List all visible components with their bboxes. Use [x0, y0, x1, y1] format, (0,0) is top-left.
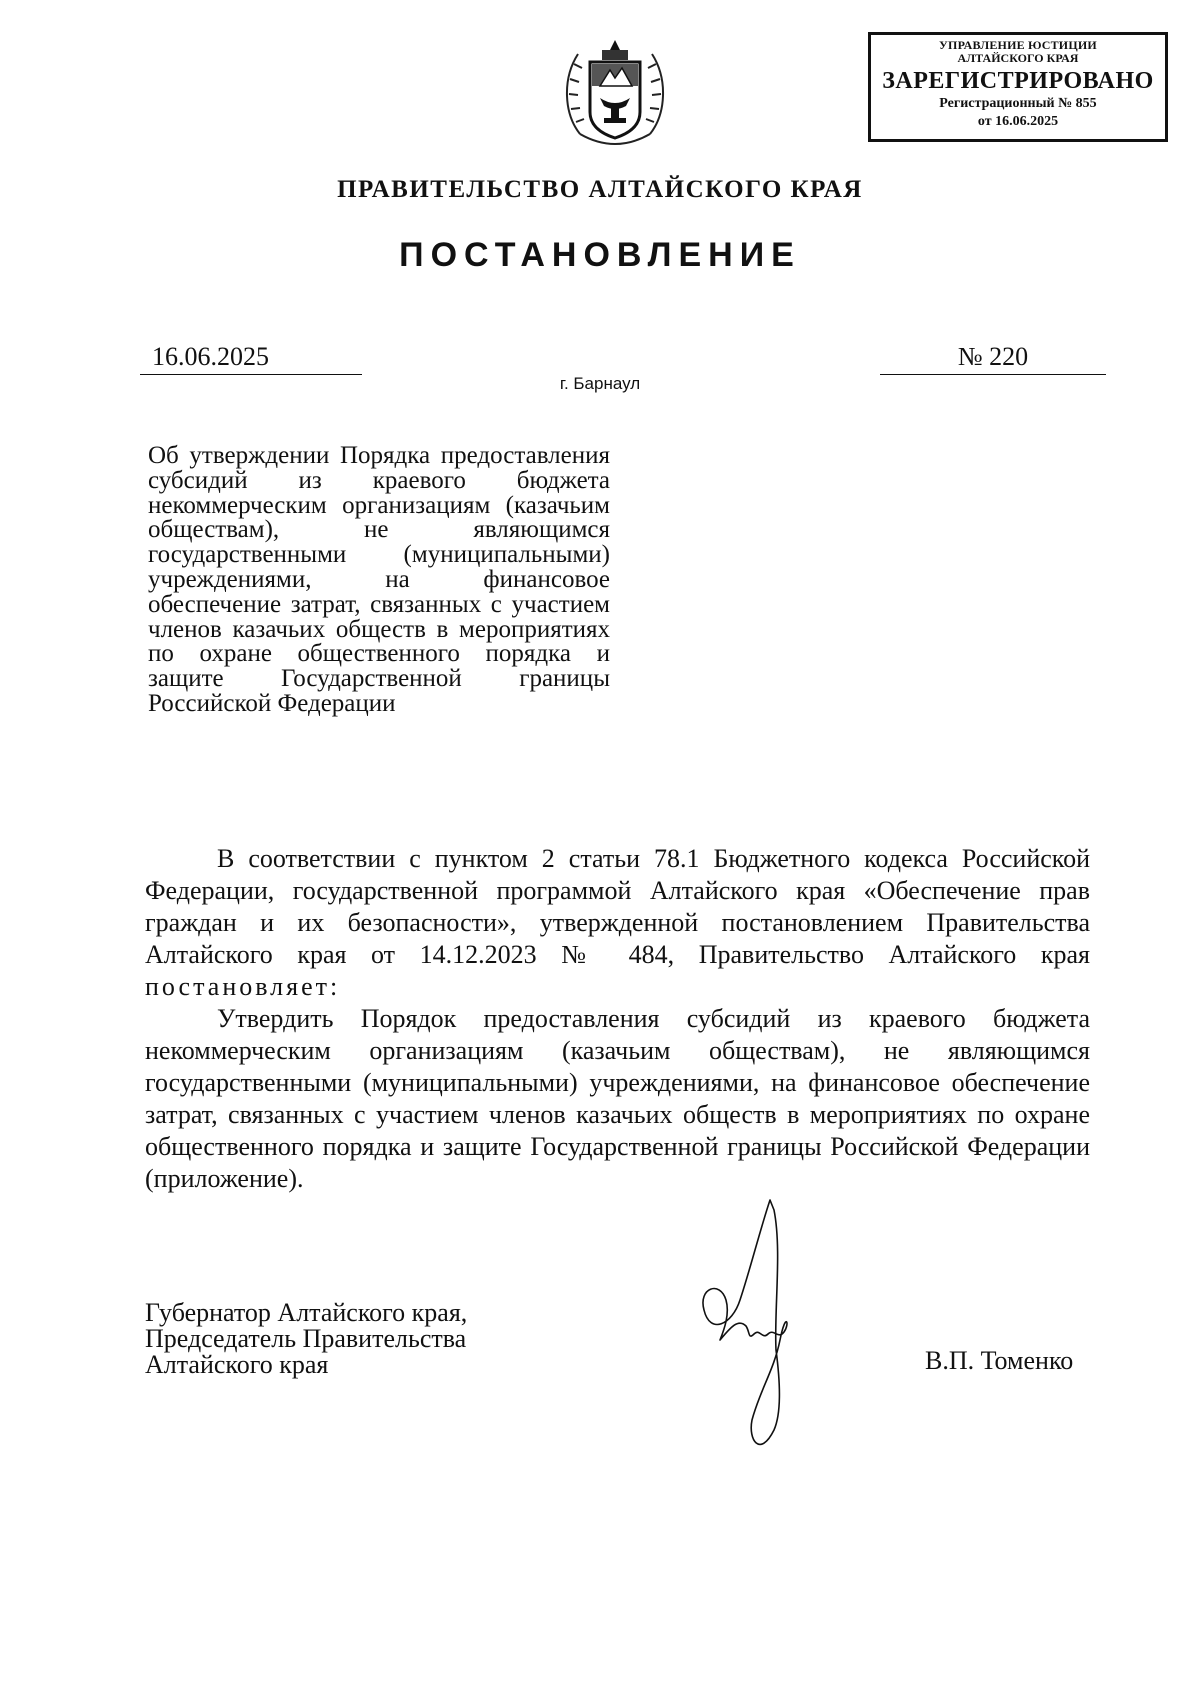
body-paragraph-1-resolves: постановляет:: [145, 972, 341, 1001]
government-heading: ПРАВИТЕЛЬСТВО АЛТАЙСКОГО КРАЯ: [337, 176, 863, 203]
body-paragraph-1-text: В соответствии с пунктом 2 статьи 78.1 Бюджетного кодекса Российской Федерации, государственной программой Алтайского края «Обеспечение прав граждан и их безопасности», утвержденной постановлением Правительства Алтайского края от 14.12.2023 № 484, Правительство Алтайского края: [145, 844, 1090, 969]
signer-title-line-3: Алтайского края: [145, 1350, 329, 1379]
stamp-line-2: АЛТАЙСКОГО КРАЯ: [957, 51, 1079, 65]
handwritten-signature: [690, 1190, 805, 1470]
body-paragraph-1: [145, 843, 1090, 1003]
signer-title: [145, 1300, 467, 1378]
document-number: № 220: [880, 342, 1106, 375]
stamp-registration-number: Регистрационный № 855: [939, 96, 1097, 111]
stamp-status: ЗАРЕГИСТРИРОВАНО: [882, 68, 1154, 94]
body-paragraph-2: Утвердить Порядок предоставления субсидий из краевого бюджета некоммерческим организациям (казачьим обществам), не являющимся государственными (муниципальными) учреждениями, на финансовое обеспечение затрат, связанных с участием членов казачьих обществ в мероприятиях по охране общественного порядка и защите Государственной границы Российской Федерации (приложение).: [145, 1004, 1090, 1193]
registration-stamp: [868, 32, 1168, 142]
coat-of-arms-emblem: [560, 34, 670, 152]
stamp-line-1: УПРАВЛЕНИЕ ЮСТИЦИИ: [939, 38, 1097, 52]
document-body: [145, 843, 1090, 1195]
document-date: 16.06.2025: [140, 342, 362, 375]
signer-name: В.П. Томенко: [925, 1346, 1074, 1375]
signer-title-line-1: Губернатор Алтайского края,: [145, 1298, 468, 1327]
stamp-date: от 16.06.2025: [977, 114, 1059, 129]
document-subject: Об утверждении Порядка предоставления субсидий из краевого бюджета некоммерческим организациям (казачьим обществам), не являющимся государственными (муниципальными) учреждениями, на финансовое обеспечение затрат, связанных с участием членов казачьих обществ в мероприятиях по охране общественного порядка и защите Государственной границы Российской Федерации: [148, 442, 610, 717]
document-city: г. Барнаул: [559, 374, 641, 393]
document-type-heading: ПОСТАНОВЛЕНИЕ: [399, 236, 801, 274]
signer-title-line-2: Председатель Правительства: [145, 1324, 467, 1353]
